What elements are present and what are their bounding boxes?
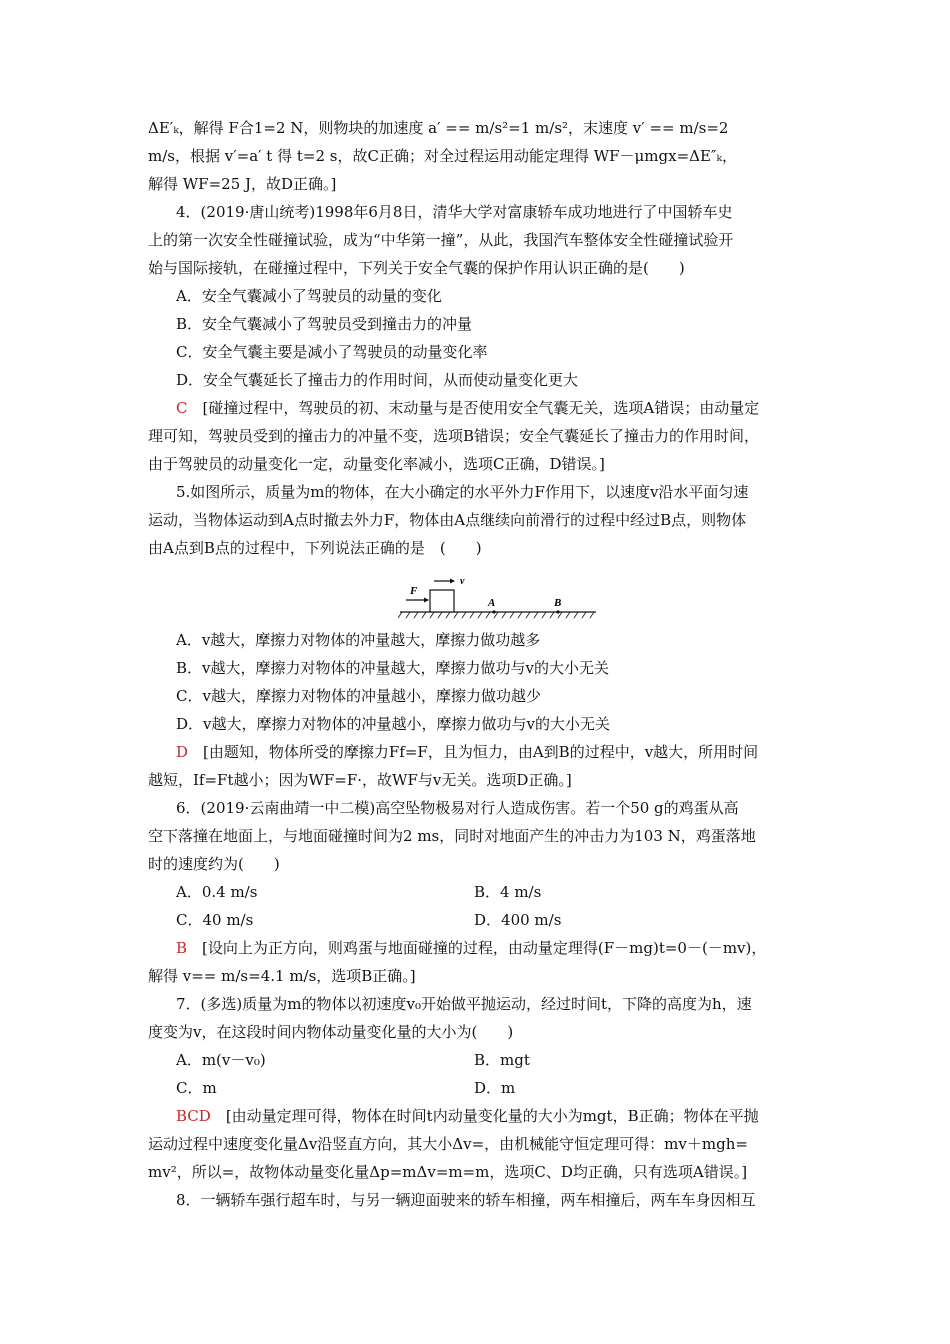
option-b: B．安全气囊减小了驾驶员受到撞击力的冲量 bbox=[176, 315, 473, 333]
text-line: 空下落撞在地面上，与地面碰撞时间为2 ms，同时对地面产生的冲击力为103 N，鸡蛋落地 bbox=[148, 827, 756, 845]
option-a: A．0.4 m/s bbox=[176, 883, 258, 901]
option-b: B．mgt bbox=[474, 1051, 530, 1069]
option-c: C．安全气囊主要是减小了驾驶员的动量变化率 bbox=[176, 343, 488, 361]
explanation-line: B [设向上为正方向，则鸡蛋与地面碰撞的过程，由动量定理得(F－mg)t=0－(－mv)， bbox=[176, 939, 767, 957]
text-line: 解得 WF=25 J，故D正确。] bbox=[148, 175, 337, 193]
text-line: 解得 v== m/s=4.1 m/s，选项B正确。] bbox=[148, 967, 416, 985]
text-line: m/s，根据 v′=a′ t 得 t=2 s，故C正确；对全过程运用动能定理得 WF－μmgx=ΔE″ₖ， bbox=[148, 147, 738, 165]
point-a-marker bbox=[492, 610, 495, 613]
option-d: D．m bbox=[474, 1079, 516, 1097]
force-label: F bbox=[410, 585, 418, 597]
text-line: 运动，当物体运动到A点时撤去外力F，物体由A点继续向前滑行的过程中经过B点，则物体 bbox=[148, 511, 747, 529]
option-b: B．4 m/s bbox=[474, 883, 542, 901]
text-line: 理可知，驾驶员受到的撞击力的冲量不变，选项B错误；安全气囊延长了撞击力的作用时间， bbox=[148, 427, 760, 445]
text-line: 由A点到B点的过程中，下列说法正确的是 ( ) bbox=[148, 539, 482, 557]
point-b-label: B bbox=[554, 597, 562, 609]
explanation-line: D [由题知，物体所受的摩擦力Ff=F，且为恒力，由A到B的过程中，v越大，所用时间 bbox=[176, 743, 759, 761]
answer-label: C bbox=[176, 399, 188, 417]
text-line: 上的第一次安全性碰撞试验，成为“中华第一撞”，从此，我国汽车整体安全性碰撞试验开 bbox=[148, 231, 734, 249]
block bbox=[430, 590, 454, 612]
text-line: 始与国际接轨，在碰撞过程中，下列关于安全气囊的保护作用认识正确的是( ) bbox=[148, 259, 685, 277]
option-c: C．40 m/s bbox=[176, 911, 254, 929]
point-b-marker bbox=[556, 610, 559, 613]
question-8-stem: 8．一辆轿车强行超车时，与另一辆迎面驶来的轿车相撞，两车相撞后，两车车身因相互 bbox=[176, 1191, 756, 1209]
text-line: 越短，If=Ft越小；因为WF=F·，故WF与v无关。选项D正确。] bbox=[148, 771, 572, 789]
answer-label: BCD bbox=[176, 1107, 211, 1125]
text-line: 度变为v，在这段时间内物体动量变化量的大小为( ) bbox=[148, 1023, 514, 1041]
point-a-label: A bbox=[488, 597, 496, 609]
force-diagram bbox=[398, 566, 598, 622]
question-6-stem: 6．(2019·云南曲靖一中二模)高空坠物极易对行人造成伤害。若一个50 g的鸡蛋从高 bbox=[176, 799, 739, 817]
explanation-line: C [碰撞过程中，驾驶员的初、末动量与是否使用安全气囊无关，选项A错误；由动量定 bbox=[176, 399, 760, 417]
option-d: D．400 m/s bbox=[474, 911, 562, 929]
option-c: C．m bbox=[176, 1079, 217, 1097]
text-line: 时的速度约为( ) bbox=[148, 855, 280, 873]
option-a: A．m(v－v₀) bbox=[176, 1051, 266, 1069]
question-4-stem: 4．(2019·唐山统考)1998年6月8日，清华大学对富康轿车成功地进行了中国轿车史 bbox=[176, 203, 733, 221]
question-7-stem: 7．(多选)质量为m的物体以初速度v₀开始做平抛运动，经过时间t，下降的高度为h，速 bbox=[176, 995, 752, 1013]
option-b: B．v越大，摩擦力对物体的冲量越大，摩擦力做功与v的大小无关 bbox=[176, 659, 609, 677]
question-5-stem: 5.如图所示，质量为m的物体，在大小确定的水平外力F作用下，以速度v沿水平面匀速 bbox=[176, 483, 749, 501]
option-d: D．v越大，摩擦力对物体的冲量越小，摩擦力做功与v的大小无关 bbox=[176, 715, 610, 733]
text-line: 运动过程中速度变化量Δv沿竖直方向，其大小Δv=，由机械能守恒定理可得：mv＋mgh= bbox=[148, 1135, 748, 1153]
text-line: mv²，所以=，故物体动量变化量Δp=mΔv=m=m，选项C、D均正确，只有选项A错误。] bbox=[148, 1163, 748, 1181]
option-d: D．安全气囊延长了撞击力的作用时间，从而使动量变化更大 bbox=[176, 371, 579, 389]
answer-label: D bbox=[176, 743, 189, 761]
velocity-label: v bbox=[460, 576, 465, 587]
text-line: ΔE′ₖ，解得 F合1=2 N，则物块的加速度 a′ == m/s²=1 m/s²，末速度 v′ == m/s=2 bbox=[148, 119, 729, 137]
explanation-line: BCD [由动量定理可得，物体在时间t内动量变化量的大小为mgt，B正确；物体在平抛 bbox=[176, 1107, 759, 1125]
option-a: A．安全气囊减小了驾驶员的动量的变化 bbox=[176, 287, 442, 305]
option-a: A．v越大，摩擦力对物体的冲量越大，摩擦力做功越多 bbox=[176, 631, 541, 649]
text-line: 由于驾驶员的动量变化一定，动量变化率减小，选项C正确，D错误。] bbox=[148, 455, 605, 473]
answer-label: B bbox=[176, 939, 188, 957]
option-c: C．v越大，摩擦力对物体的冲量越小，摩擦力做功越少 bbox=[176, 687, 541, 705]
